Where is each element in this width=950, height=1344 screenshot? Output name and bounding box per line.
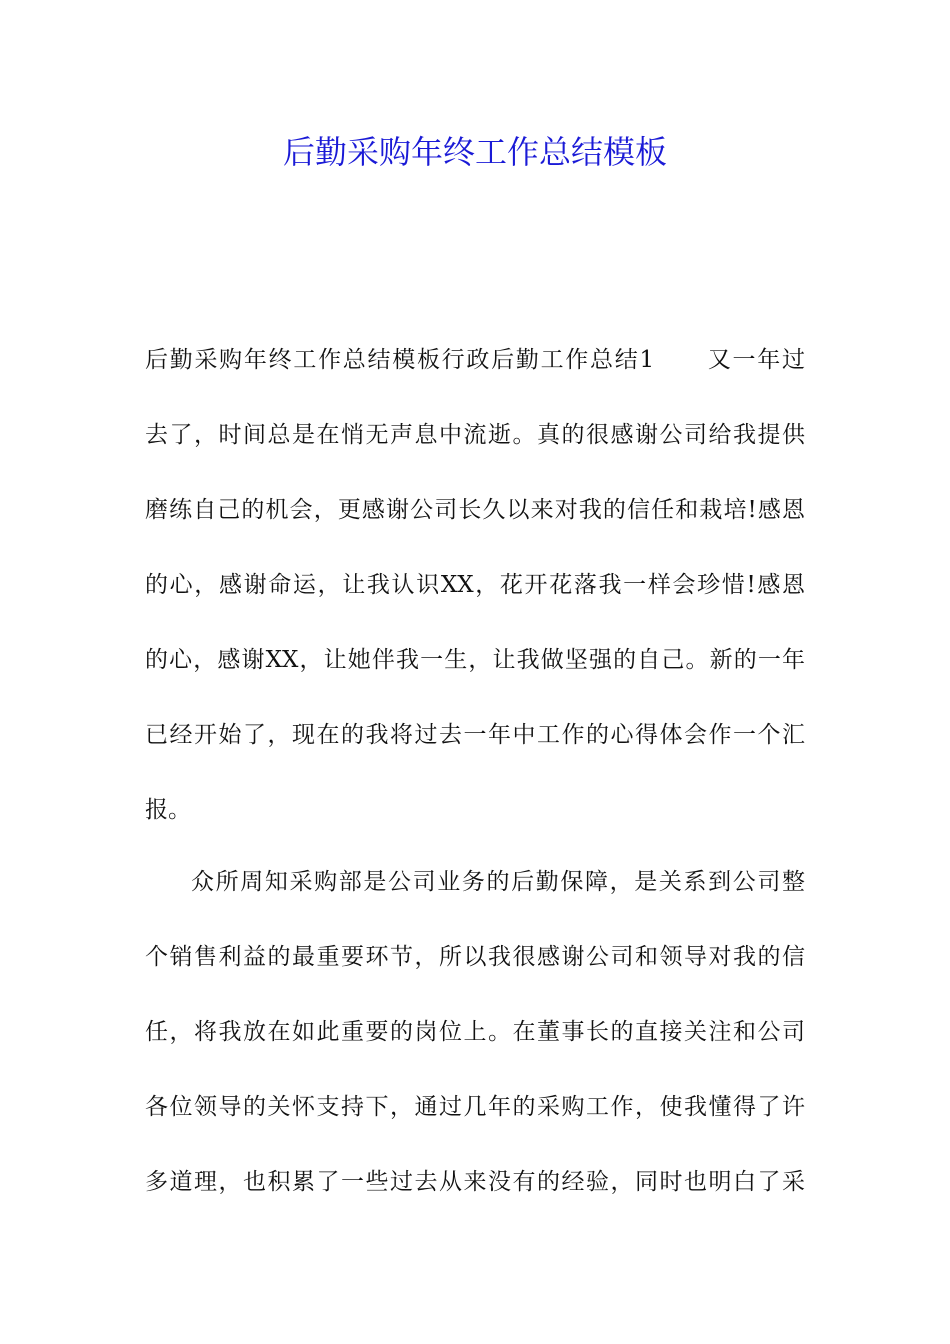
text-line-part: 又一年过 bbox=[706, 347, 806, 373]
text-line: 各位领导的关怀支持下，通过几年的采购工作，使我懂得了许 bbox=[145, 1094, 805, 1120]
text-line: 众所周知采购部是公司业务的后勤保障，是关系到公司整 bbox=[191, 869, 805, 895]
text-line: 已经开始了，现在的我将过去一年中工作的心得体会作一个汇 bbox=[145, 722, 805, 748]
text-line: 任，将我放在如此重要的岗位上。在董事长的直接关注和公司 bbox=[145, 1019, 805, 1045]
text-line: 去了，时间总是在悄无声息中流逝。真的很感谢公司给我提供 bbox=[145, 422, 805, 448]
text-line: 的心，感谢命运，让我认识XX，花开花落我一样会珍惜!感恩 bbox=[145, 572, 805, 598]
text-line: 个销售利益的最重要环节，所以我很感谢公司和领导对我的信 bbox=[145, 944, 805, 970]
document-title: 后勤采购年终工作总结模板 bbox=[282, 133, 667, 171]
text-line: 的心，感谢XX，让她伴我一生，让我做坚强的自己。新的一年 bbox=[145, 647, 805, 673]
text-line-part: 后勤采购年终工作总结模板行政后勤工作总结1 bbox=[145, 347, 655, 373]
text-line: 多道理，也积累了一些过去从来没有的经验，同时也明白了采 bbox=[145, 1169, 805, 1195]
text-line: 报。 bbox=[145, 797, 191, 823]
text-line bbox=[145, 340, 805, 380]
text-line: 磨练自己的机会，更感谢公司长久以来对我的信任和栽培!感恩 bbox=[145, 497, 805, 523]
